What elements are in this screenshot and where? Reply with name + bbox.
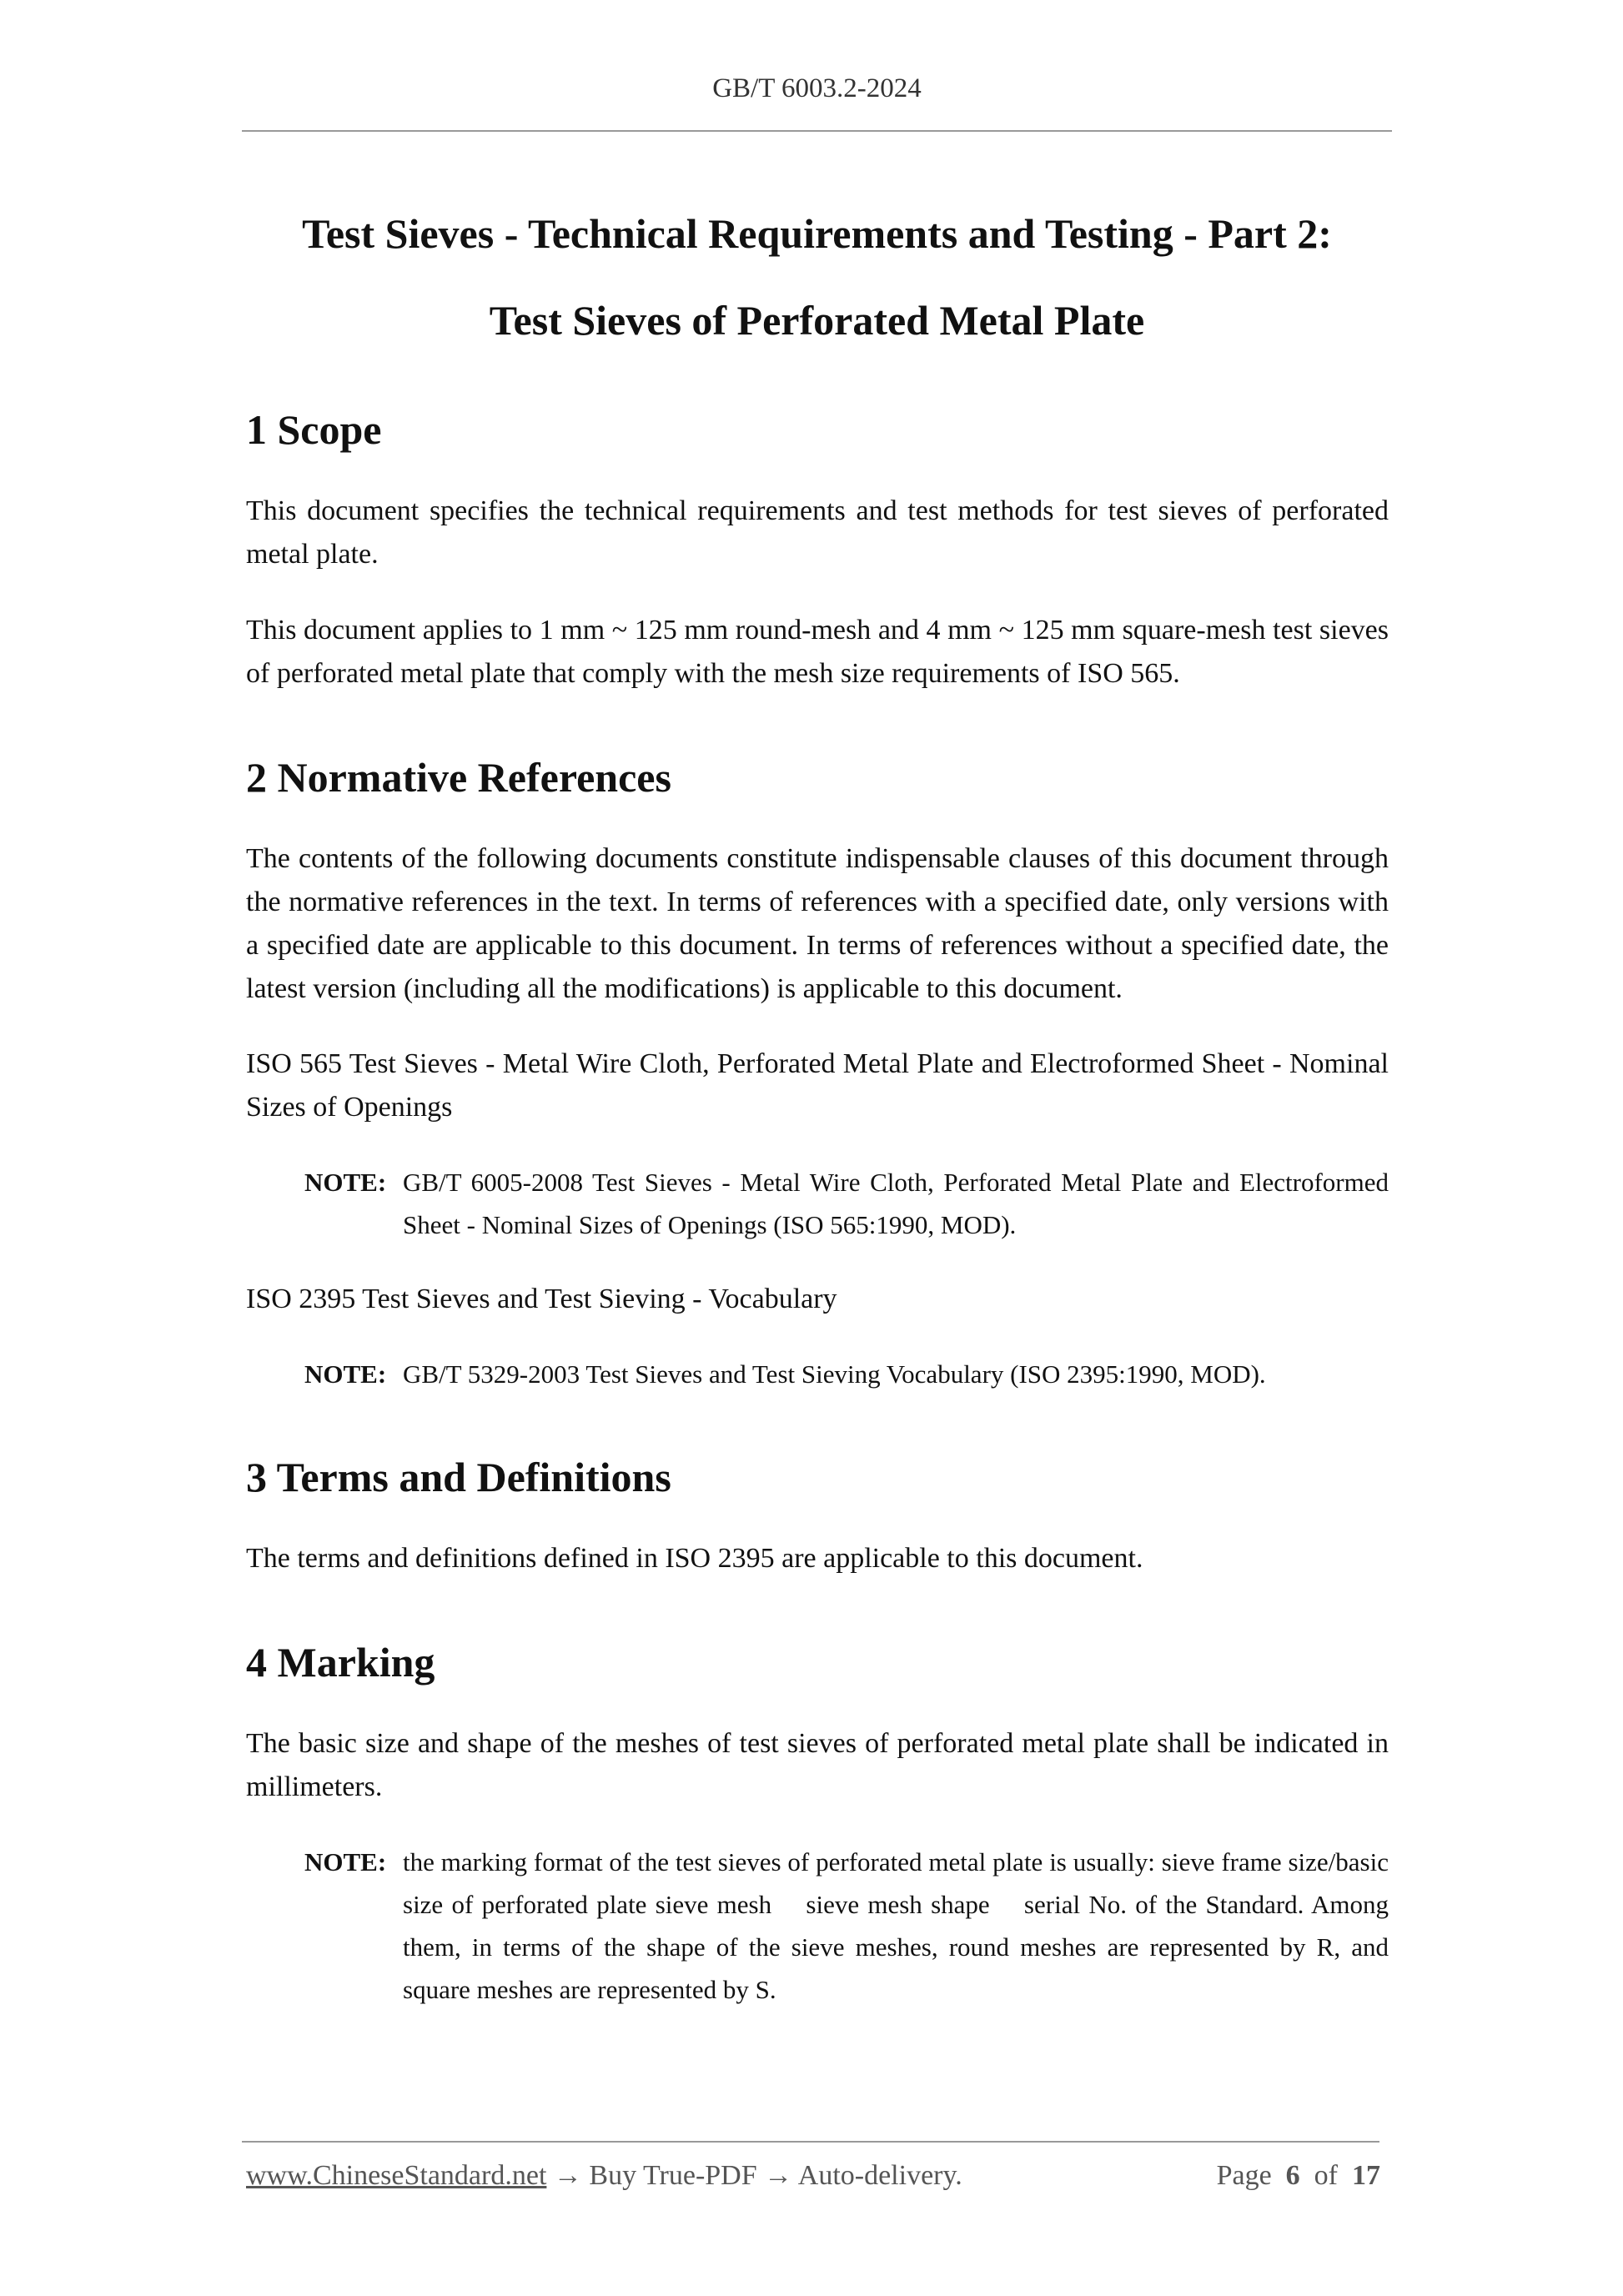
section-heading-terms: 3 Terms and Definitions	[246, 1454, 671, 1500]
footer-promo-text: → Buy True-PDF → Auto-delivery.	[546, 2160, 962, 2191]
note-marking-format	[304, 1841, 1389, 2011]
note-text: the marking format of the test sieves of perforated metal plate is usually: sieve frame size/basic size of perforated plate sieve mesh sieve mesh shape serial No. of the Standard. Among them, in terms of the shape of the sieve meshes, round meshes are represented by R, and square meshes are represented by S.	[403, 1847, 1389, 2004]
header-divider	[242, 130, 1392, 132]
note-label: NOTE:	[304, 1168, 387, 1197]
section-heading-normative-references: 2 Normative References	[246, 754, 671, 801]
note-text: GB/T 5329-2003 Test Sieves and Test Sieving Vocabulary (ISO 2395:1990, MOD).	[403, 1359, 1266, 1389]
note-gbt-5329	[304, 1353, 1389, 1395]
scope-paragraph-2: This document applies to 1 mm ~ 125 mm round-mesh and 4 mm ~ 125 mm square-mesh test sieves of perforated metal plate that comply with the mesh size requirements of ISO 565.	[246, 615, 1389, 689]
note-gbt-6005	[304, 1161, 1389, 1246]
page-number: 6	[1285, 2160, 1300, 2191]
page-word: Page	[1216, 2160, 1272, 2191]
section-heading-marking: 4 Marking	[246, 1639, 435, 1686]
website-link[interactable]: www.ChineseStandard.net	[246, 2160, 547, 2191]
note-text: GB/T 6005-2008 Test Sieves - Metal Wire Cloth, Perforated Metal Plate and Electroformed Sheet - Nominal Sizes of Openings (ISO 565:1990, MOD).	[403, 1168, 1389, 1239]
marking-paragraph: The basic size and shape of the meshes of test sieves of perforated metal plate shall be indicated in millimeters.	[246, 1728, 1389, 1802]
of-word: of	[1314, 2160, 1338, 2191]
page-total: 17	[1352, 2160, 1380, 2191]
footer-divider	[242, 2141, 1379, 2143]
scope-paragraph-1: This document specifies the technical requirements and test methods for test sieves of perforated metal plate.	[246, 495, 1389, 570]
note-label: NOTE:	[304, 1359, 387, 1389]
note-label: NOTE:	[304, 1847, 387, 1876]
running-header: GB/T 6003.2-2024	[712, 73, 922, 103]
page-indicator	[1217, 2160, 1380, 2192]
document-title	[242, 190, 1392, 364]
normative-paragraph: The contents of the following documents constitute indispensable clauses of this document through the normative references in the text. In terms of references with a specified date, only versions with a specified date are applicable to this document. In terms of references without a specified date, the latest version (including all the modifications) is applicable to this document.	[246, 843, 1389, 1004]
reference-iso-2395: ISO 2395 Test Sieves and Test Sieving - Vocabulary	[246, 1284, 837, 1314]
section-heading-scope: 1 Scope	[246, 406, 382, 453]
terms-paragraph: The terms and definitions defined in ISO 2395 are applicable to this document.	[246, 1543, 1143, 1574]
document-body	[246, 396, 1389, 2011]
reference-iso-565: ISO 565 Test Sieves - Metal Wire Cloth, Perforated Metal Plate and Electroformed Sheet - Nominal Sizes of Openings	[246, 1048, 1389, 1123]
document-title-line-2: Test Sieves of Perforated Metal Plate	[489, 297, 1145, 344]
document-title-line-1: Test Sieves - Technical Requirements and Testing - Part 2:	[302, 210, 1332, 257]
footer-promo	[246, 2160, 962, 2192]
